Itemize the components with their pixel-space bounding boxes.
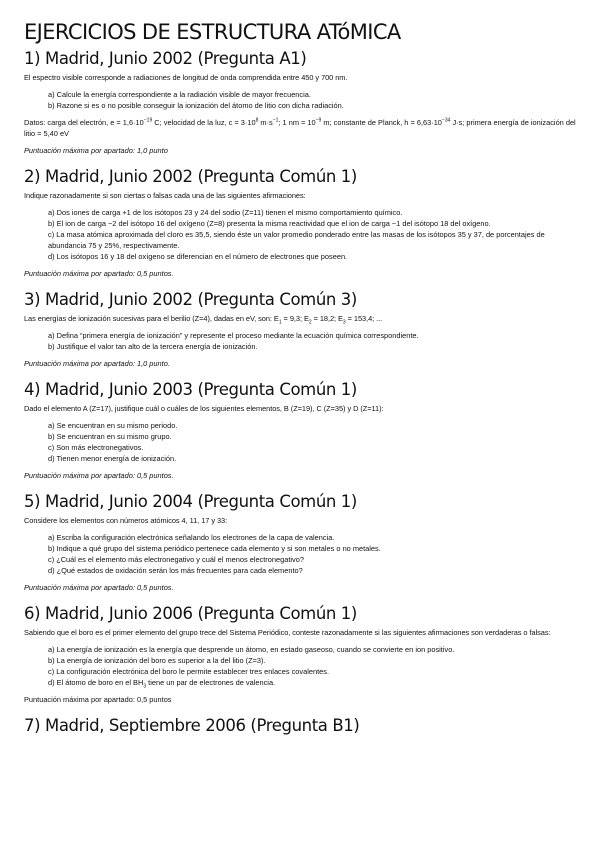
exercise-3-intro: Las energías de ionización sucesivas para el berilio (Z=4), dadas en eV, son: $E_1 = 9,3$; $E_2 = 18,2$; $E_3 = 153,4$; ... bbox=[24, 314, 383, 326]
exercise-1-heading: 1) Madrid, Junio 2002 (Pregunta A1) bbox=[24, 49, 307, 68]
exercise-7 bbox=[24, 715, 578, 737]
list-item: b) El ion de carga −2 del isótopo 16 del oxígeno (Z=8) presenta la misma reactividad que el ion de carga −1 del isótopo 18 del oxígeno. bbox=[48, 219, 491, 228]
list-item: a) Escriba la configuración electrónica señalando los electrones de la capa de valencia. bbox=[48, 533, 335, 542]
document-title: EJERCICIOS DE ESTRUCTURA ATóMICA bbox=[24, 20, 401, 44]
exercise-1-intro: El espectro visible corresponde a radiaciones de longitud de onda comprendida entre 450 y 700 nm. bbox=[24, 73, 348, 82]
list-item: c) La configuración electrónica del boro le permite establecer tres enlaces covalentes. bbox=[48, 667, 329, 676]
exercise-1 bbox=[24, 48, 578, 156]
exercise-4-items bbox=[24, 420, 578, 464]
exercise-2-intro: Indique razonadamente si son ciertas o falsas cada una de las siguientes afirmaciones: bbox=[24, 191, 306, 200]
exercise-6-score: Puntuación máxima por apartado: 0,5 puntos bbox=[24, 695, 172, 704]
list-item: b) Justifique el valor tan alto de la tercera energía de ionización. bbox=[48, 342, 258, 351]
exercise-4-intro: Dado el elemento A (Z=17), justifique cuál o cuáles de los siguientes elementos, B (Z=19), C (Z=35) y D (Z=11): bbox=[24, 404, 384, 413]
list-item: d) Tienen menor energía de ionización. bbox=[48, 454, 177, 463]
exercise-3-heading: 3) Madrid, Junio 2002 (Pregunta Común 3) bbox=[24, 290, 357, 309]
exercise-4-score: Puntuación máxima por apartado: 0,5 puntos. bbox=[24, 471, 174, 480]
list-item: d) El átomo de boro en el $BH_3$ tiene un par de electrones de valencia. bbox=[48, 678, 276, 690]
exercise-6-heading: 6) Madrid, Junio 2006 (Pregunta Común 1) bbox=[24, 604, 357, 623]
exercise-2-score: Puntuación máxima por apartado: 0,5 puntos. bbox=[24, 269, 174, 278]
exercise-5-score: Puntuación máxima por apartado: 0,5 puntos. bbox=[24, 583, 174, 592]
exercise-3 bbox=[24, 289, 578, 369]
exercise-4-heading: 4) Madrid, Junio 2003 (Pregunta Común 1) bbox=[24, 380, 357, 399]
list-item: a) La energía de ionización es la energía que desprende un átomo, en estado gaseoso, cuando se convierte en ion positivo. bbox=[48, 645, 455, 654]
exercise-7-heading: 7) Madrid, Septiembre 2006 (Pregunta B1) bbox=[24, 716, 360, 735]
list-item: c) La masa atómica aproximada del cloro es 35,5, siendo éste un valor promedio ponderado entre las masas de los isótopos 35 y 37, de porcentajes de abundancia 75 y 25%, respectivamente. bbox=[48, 230, 545, 250]
exercise-2 bbox=[24, 166, 578, 279]
exercise-4 bbox=[24, 379, 578, 481]
list-item: b) La energía de ionización del boro es superior a la del litio (Z=3). bbox=[48, 656, 266, 665]
exercise-5-items bbox=[24, 532, 578, 576]
list-item: b) Se encuentran en su mismo grupo. bbox=[48, 432, 172, 441]
list-item: a) Defina “primera energía de ionización” y represente el proceso mediante la ecuación química correspondiente. bbox=[48, 331, 419, 340]
exercise-3-items bbox=[24, 330, 578, 352]
exercise-6-intro: Sabiendo que el boro es el primer elemento del grupo trece del Sistema Periódico, conteste razonadamente si las siguientes afirmaciones son verdaderas o falsas: bbox=[24, 628, 551, 637]
exercise-5-intro: Considere los elementos con números atómicos 4, 11, 17 y 33: bbox=[24, 516, 228, 525]
exercise-2-heading: 2) Madrid, Junio 2002 (Pregunta Común 1) bbox=[24, 167, 357, 186]
exercise-2-items bbox=[24, 207, 578, 262]
exercise-1-data: Datos: carga del electrón, $e = 1,6\cdot 10^{-19}$ C; velocidad de la luz, $c = 3\cdot 10^8$ $m\cdot s^{-1}$; 1 nm = $10^{-9}$ m; constante de Planck, $h = 6,63\cdot 10^{-34}$ J·s; primera energía de ionización del litio = 5,40 eV bbox=[24, 117, 576, 138]
list-item: d) Los isótopos 16 y 18 del oxígeno se diferencian en el número de electrones que poseen. bbox=[48, 252, 348, 261]
exercise-6-items bbox=[24, 644, 578, 688]
exercise-6 bbox=[24, 603, 578, 705]
list-item: c) ¿Cuál es el elemento más electronegativo y cuál el menos electronegativo? bbox=[48, 555, 304, 564]
list-item: a) Se encuentran en su mismo periodo. bbox=[48, 421, 178, 430]
exercise-5 bbox=[24, 491, 578, 593]
list-item: b) Indique a qué grupo del sistema periódico pertenece cada elemento y si son metales o no metales. bbox=[48, 544, 381, 553]
exercise-5-heading: 5) Madrid, Junio 2004 (Pregunta Común 1) bbox=[24, 492, 357, 511]
list-item: a) Dos iones de carga +1 de los isótopos 23 y 24 del sodio (Z=11) tienen el mismo comportamiento químico. bbox=[48, 208, 403, 217]
exercise-3-score: Puntuación máxima por apartado: 1,0 punto. bbox=[24, 359, 170, 368]
exercise-1-items bbox=[24, 89, 578, 111]
list-item: b) Razone si es o no posible conseguir la ionización del átomo de litio con dicha radiación. bbox=[48, 101, 344, 110]
list-item: a) Calcule la energía correspondiente a la radiación visible de mayor frecuencia. bbox=[48, 90, 311, 99]
list-item: c) Son más electronegativos. bbox=[48, 443, 144, 452]
exercise-1-score: Puntuación máxima por apartado: 1,0 punto bbox=[24, 146, 168, 155]
list-item: d) ¿Qué estados de oxidación serán los más frecuentes para cada elemento? bbox=[48, 566, 303, 575]
